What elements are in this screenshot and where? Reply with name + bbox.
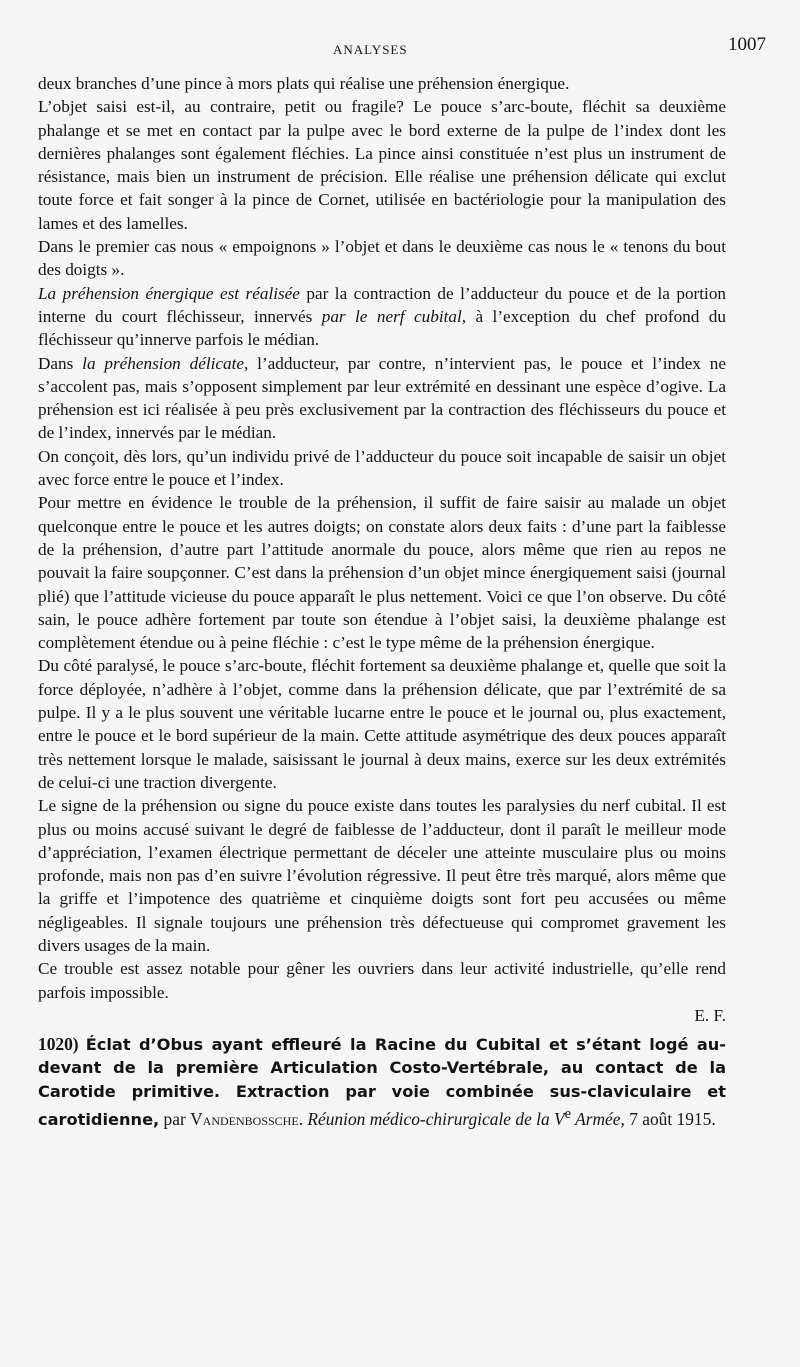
article-entry [38, 1033, 726, 1131]
author-signature: E. F. [694, 1005, 726, 1025]
paragraph [38, 72, 726, 95]
article-source-end: Armée, [571, 1108, 625, 1129]
article-separator: . [298, 1108, 308, 1129]
paragraph [38, 654, 726, 794]
paragraph [38, 445, 726, 492]
text-run: Ce trouble est assez notable pour gêner les ouvriers dans leur activité industrielle, qu’elle rend parfois impossible. [38, 959, 726, 1002]
italic-text-run: la préhension délicate [82, 353, 245, 373]
text-run: On conçoit, dès lors, qu’un individu privé de l’adducteur du pouce soit incapable de saisir un objet avec force entre le pouce et l’index. [38, 446, 726, 490]
paragraph [38, 491, 726, 654]
running-title: ANALYSES [333, 42, 408, 57]
article-author: Vandenbossche [190, 1108, 299, 1129]
paragraph [38, 352, 726, 445]
text-run: par la contraction de l’adducteur du pouce et de la portion interne du court fléchisseur, innervés [38, 283, 727, 326]
body-text [38, 72, 726, 1004]
article-source-sup: e [564, 1106, 572, 1123]
text-run: Pour mettre en évidence le trouble de la préhension, il suffit de faire saisir au malade un objet quelconque entre le pouce et les autres doigts; on constate alors deux faits : d’une part la faiblesse de la préhension, d’autre part l’attitude anormale du pouce, alors même que rien au repos ne pouvait la faire soupçonner. C’est dans la préhension d’un objet mince énergiquement saisi (journal plié) que l’attitude vicieuse du pouce apparaît le plus nettement. Voici ce que l’on observe. Du côté sain, le pouce adhère fortement par toute son étendue à l’objet saisi, la deuxième phalange est complètement étendue ou à peine fléchie : c’est le type même de la préhension énergique. [38, 493, 726, 653]
paragraph [38, 95, 726, 235]
page-number: 1007 [728, 34, 766, 55]
article-by: par [159, 1108, 191, 1129]
paragraph [38, 957, 726, 1004]
text-run: Dans le premier cas nous « empoignons » l’objet et dans le deuxième cas nous le « tenons du bout des doigts ». [38, 237, 726, 280]
text-run: deux branches d’une pince à mors plats qui réalise une préhension énergique. [38, 74, 570, 93]
article-number: 1020) [38, 1034, 79, 1055]
italic-text-run: La préhension énergique est réalisée [38, 283, 300, 303]
italic-text-run: par le nerf cubital [321, 306, 462, 326]
article-date: 7 août 1915. [624, 1108, 716, 1129]
text-run: Du côté paralysé, le pouce s’arc-boute, fléchit fortement sa deuxième phalange et, quelle que soit la force déployée, n’adhère à l’objet, comme dans la préhension délicate, que par l’extrémité de sa pulpe. Il y a le plus souvent une véritable lucarne entre le pouce et le journal ou, plus exactement, entre le pouce et le bord supérieur de la main. Cette attitude asymétrique des deux pouces apparaît très nettement lorsque le malade, saisissant le journal à deux mains, exerce sur les deux extrémités de celui-ci une traction divergente. [38, 656, 726, 792]
paragraph [38, 282, 726, 352]
text-run: L’objet saisi est-il, au contraire, petit ou fragile? Le pouce s’arc-boute, fléchit sa deuxième phalange et se met en contact par la pulpe avec le bord externe de la pulpe de l’index dont les dernières phalanges sont également fléchies. La pince ainsi constituée n’est plus un instrument de résistance, mais bien un instrument de précision. Elle réalise une préhension délicate qui exclut toute force et fait songer à la pince de Cornet, utilisée en bactériologie pour la manipulation des lames et des lamelles. [38, 97, 726, 233]
article-title: Éclat d’Obus ayant effleuré la Racine du Cubital et s’étant logé au-devant de la première Articulation Costo-Vertébrale, au contact de la Carotide primitive. Extraction par voie combinée sus-claviculaire et carotidienne, [38, 1035, 726, 1129]
paragraph [38, 794, 726, 957]
page-header [38, 34, 766, 62]
text-run: Dans [38, 353, 83, 373]
text-run: , à l’exception du chef profond du fléchisseur qu’innerve parfois le médian. [38, 306, 726, 350]
text-run: Le signe de la préhension ou signe du pouce existe dans toutes les paralysies du nerf cubital. Il est plus ou moins accusé suivant le degré de faiblesse de l’adducteur, dont il paraît le meilleur mode d’appréciation, l’examen électrique permettant de déceler une atteinte musculaire plus ou moins profonde, mais non pas d’en suivre l’évolution régressive. Il peut être très marqué, alors même que la griffe et l’impotence des quatrième et cinquième doigts sont fort peu accusées ou même négligeables. Il signale toujours une préhension très défectueuse qui compromet gravement les divers usages de la main. [38, 796, 726, 955]
article-source: Réunion médico-chirurgicale de la V [307, 1108, 565, 1129]
paragraph [38, 235, 726, 282]
text-run: , l’adducteur, par contre, n’intervient pas, le pouce et l’index ne s’accolent pas, mais s’opposent simplement par leur extrémité en dessinant une espèce d’ogive. La préhension est ici réalisée à peu près exclusivement par la contraction des fléchisseurs du pouce et de l’index, innervés par le médian. [38, 353, 726, 443]
